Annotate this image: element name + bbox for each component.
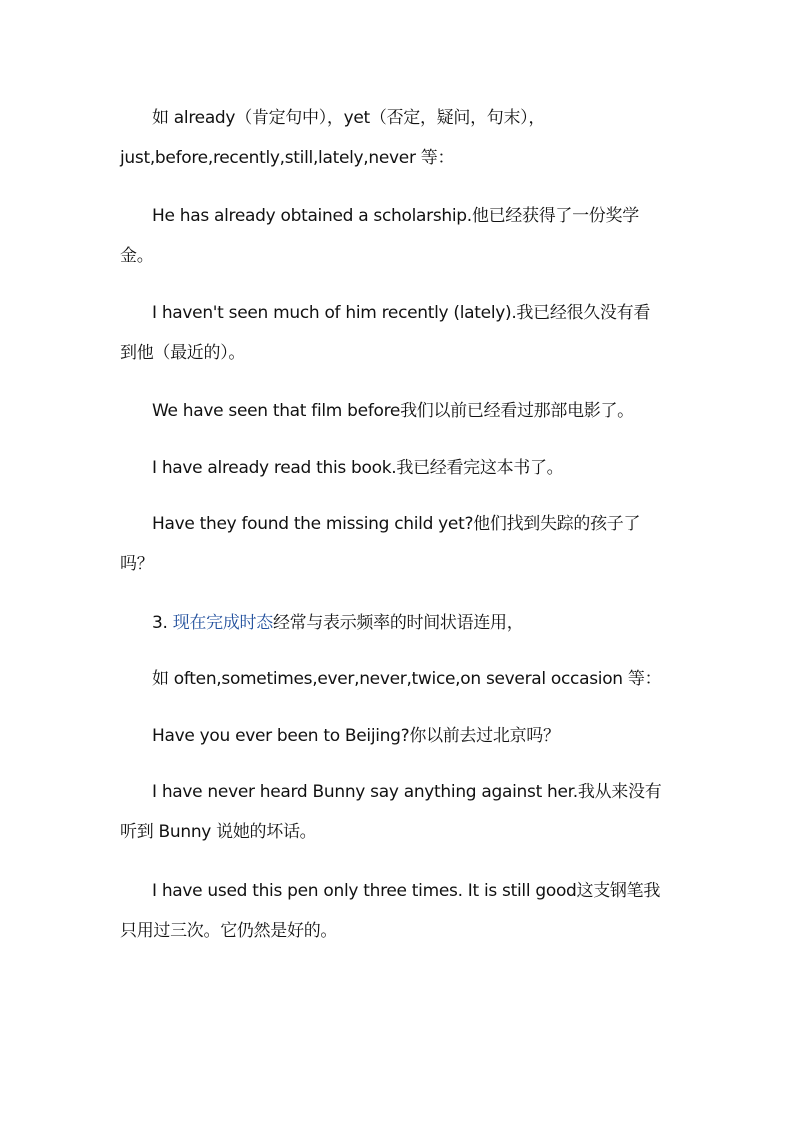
paragraph-line: 吗？	[120, 554, 154, 574]
paragraph-line: I have never heard Bunny say anything against her.我从来没有	[152, 782, 662, 802]
paragraph-example-book	[120, 448, 680, 488]
paragraph-line	[120, 603, 680, 643]
paragraph-adverbs-list	[120, 98, 680, 178]
rule-text: 经常与表示频率的时间状语连用，	[272, 613, 524, 633]
paragraph-line: 听到 Bunny 说她的坏话。	[120, 822, 317, 842]
paragraph-example-scholarship	[120, 196, 680, 276]
paragraph-example-bunny	[120, 772, 680, 852]
paragraph-line: Have they found the missing child yet?他们找到失踪的孩子了	[152, 514, 641, 534]
rule-number: 3.	[152, 613, 173, 633]
paragraph-example-beijing	[120, 716, 680, 756]
paragraph-line: 如 often,sometimes,ever,never,twice,on several occasion 等：	[152, 669, 662, 689]
paragraph-example-recently	[120, 293, 680, 373]
paragraph-line: I have already read this book.我已经看完这本书了。	[152, 458, 564, 478]
paragraph-example-missing-child	[120, 504, 680, 584]
paragraph-line: He has already obtained a scholarship.他已经获得了一份奖学	[152, 206, 639, 226]
paragraph-frequency-adverbs	[120, 659, 680, 699]
rule-highlight: 现在完成时态	[172, 613, 273, 633]
paragraph-line: 如 already（肯定句中），yet（否定，疑问，句末），	[152, 108, 546, 128]
paragraph-line: 金。	[120, 246, 154, 266]
paragraph-line: just,before,recently,still,lately,never 等：	[120, 148, 455, 168]
paragraph-example-pen	[120, 871, 680, 951]
paragraph-line: I have used this pen only three times. It is still good这支钢笔我	[152, 881, 661, 901]
paragraph-line: Have you ever been to Beijing?你以前去过北京吗？	[152, 726, 560, 746]
paragraph-example-film	[120, 391, 680, 431]
paragraph-line: We have seen that film before我们以前已经看过那部电影了。	[152, 401, 634, 421]
paragraph-line: 到他（最近的）。	[120, 343, 246, 363]
paragraph-line: 只用过三次。它仍然是好的。	[120, 921, 338, 941]
paragraph-rule-3	[120, 603, 680, 643]
paragraph-line: I haven't seen much of him recently (lately).我已经很久没有看	[152, 303, 651, 323]
